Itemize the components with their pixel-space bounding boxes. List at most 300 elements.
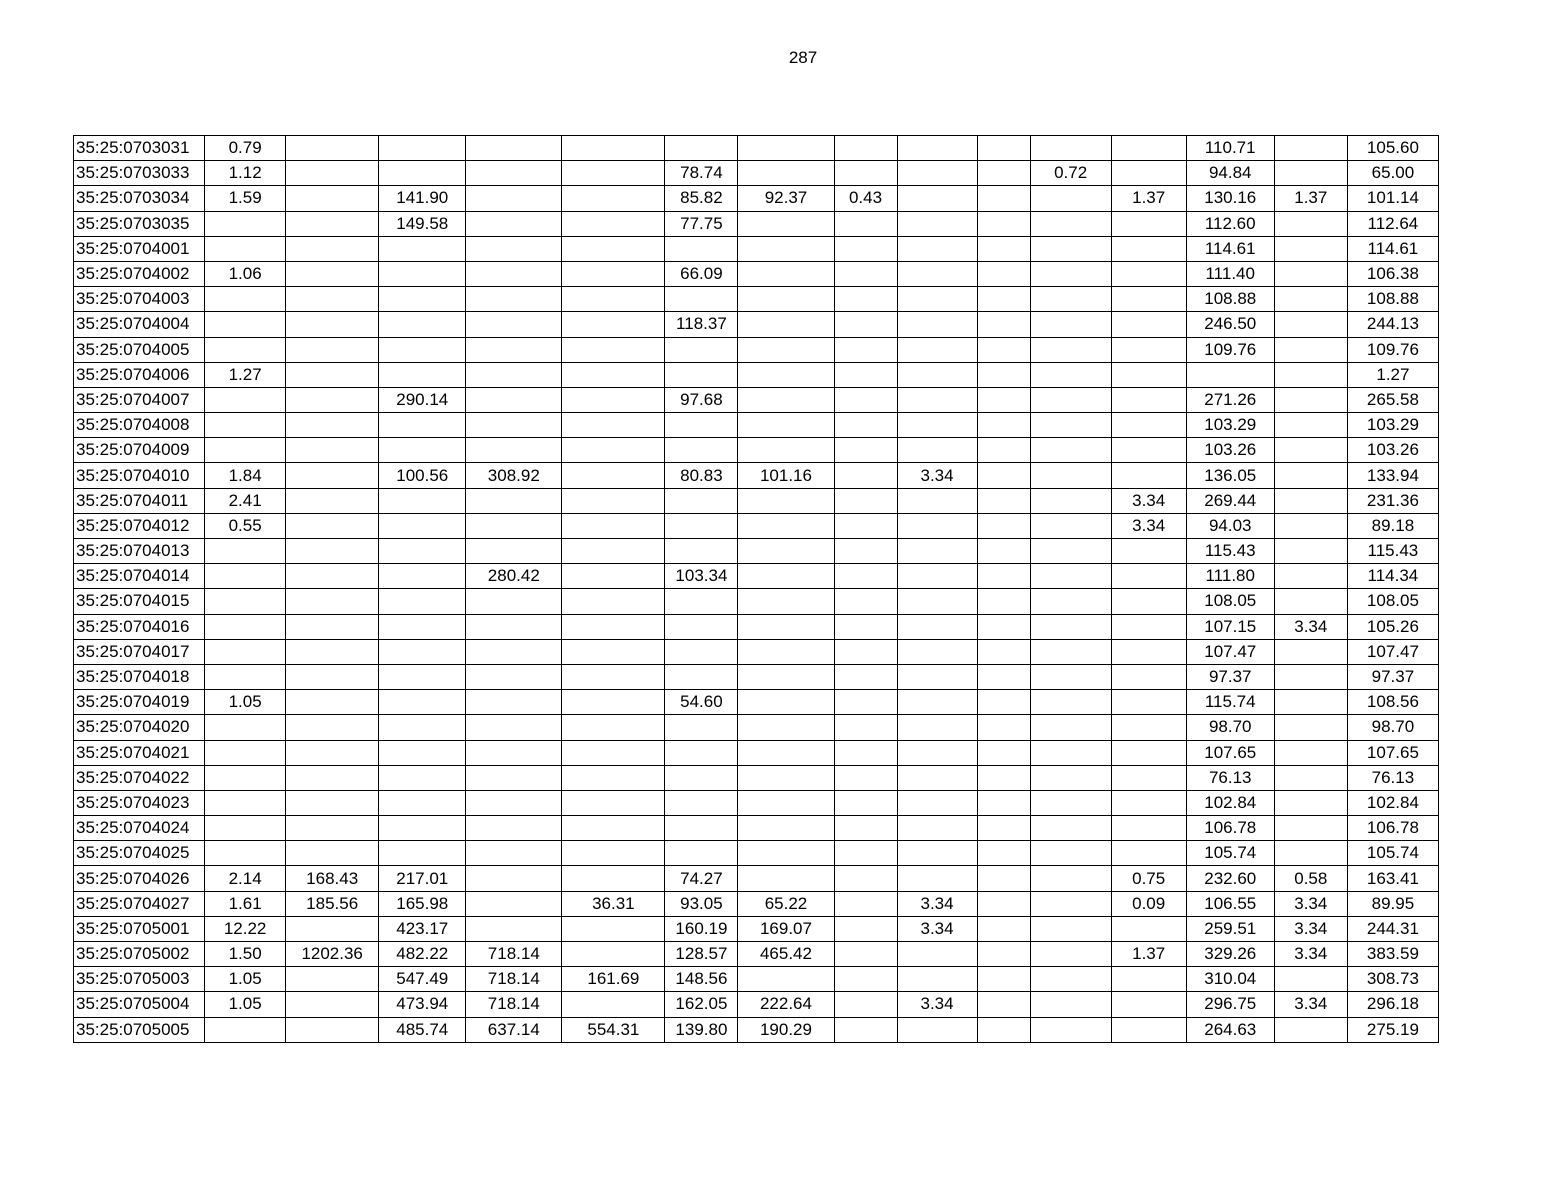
table-cell: 482.22: [379, 942, 466, 967]
table-cell: [1274, 790, 1347, 815]
table-cell: [1111, 841, 1186, 866]
table-cell: [665, 790, 738, 815]
table-cell: [286, 211, 379, 236]
table-cell: [977, 387, 1030, 412]
table-cell: 165.98: [379, 891, 466, 916]
cadastral-number-cell: 35:25:0704013: [74, 539, 205, 564]
table-cell: [379, 236, 466, 261]
table-cell: 80.83: [665, 463, 738, 488]
table-cell: [466, 413, 562, 438]
table-cell: [834, 1017, 897, 1042]
table-cell: [562, 513, 665, 538]
table-cell: [834, 866, 897, 891]
table-cell: 107.15: [1186, 614, 1274, 639]
table-cell: [897, 261, 977, 286]
table-cell: [977, 639, 1030, 664]
table-cell: [1274, 413, 1347, 438]
table-cell: [562, 136, 665, 161]
table-row: [74, 866, 1439, 891]
table-cell: 114.61: [1186, 236, 1274, 261]
table-cell: [738, 211, 834, 236]
table-cell: [205, 841, 286, 866]
table-cell: 109.76: [1186, 337, 1274, 362]
table-cell: [1274, 236, 1347, 261]
table-cell: [834, 261, 897, 286]
cadastral-number-cell: 35:25:0705001: [74, 916, 205, 941]
table-cell: [738, 261, 834, 286]
table-cell: [897, 866, 977, 891]
table-cell: [286, 1017, 379, 1042]
table-cell: 118.37: [665, 312, 738, 337]
table-cell: [205, 287, 286, 312]
table-cell: [738, 690, 834, 715]
table-cell: [562, 816, 665, 841]
table-cell: [1274, 463, 1347, 488]
table-row: [74, 841, 1439, 866]
table-body: [74, 136, 1439, 1043]
table-cell: [1030, 740, 1111, 765]
table-cell: [562, 841, 665, 866]
table-row: [74, 564, 1439, 589]
table-cell: 94.84: [1186, 161, 1274, 186]
table-cell: [379, 438, 466, 463]
table-cell: [665, 513, 738, 538]
table-row: [74, 463, 1439, 488]
table-cell: [1111, 463, 1186, 488]
table-cell: [466, 816, 562, 841]
table-cell: 103.29: [1186, 413, 1274, 438]
table-cell: [897, 413, 977, 438]
table-cell: 100.56: [379, 463, 466, 488]
table-cell: [562, 463, 665, 488]
table-cell: [977, 136, 1030, 161]
table-cell: [286, 488, 379, 513]
table-cell: [1111, 236, 1186, 261]
table-cell: [738, 639, 834, 664]
table-cell: 244.13: [1347, 312, 1438, 337]
table-cell: [286, 790, 379, 815]
table-cell: [897, 186, 977, 211]
table-cell: [977, 287, 1030, 312]
table-cell: 271.26: [1186, 387, 1274, 412]
cadastral-number-cell: 35:25:0704002: [74, 261, 205, 286]
table-cell: [1030, 639, 1111, 664]
cadastral-number-cell: 35:25:0704011: [74, 488, 205, 513]
table-cell: [834, 362, 897, 387]
table-cell: [205, 664, 286, 689]
table-cell: 0.79: [205, 136, 286, 161]
table-cell: [665, 287, 738, 312]
table-cell: [466, 539, 562, 564]
table-cell: 244.31: [1347, 916, 1438, 941]
table-cell: [379, 639, 466, 664]
table-cell: 465.42: [738, 942, 834, 967]
cadastral-number-cell: 35:25:0704027: [74, 891, 205, 916]
table-cell: [977, 816, 1030, 841]
table-cell: 3.34: [1274, 992, 1347, 1017]
table-cell: [562, 161, 665, 186]
table-cell: [977, 589, 1030, 614]
table-cell: [1030, 387, 1111, 412]
table-cell: [738, 967, 834, 992]
table-cell: [834, 438, 897, 463]
table-cell: [562, 664, 665, 689]
table-cell: 110.71: [1186, 136, 1274, 161]
table-cell: [562, 690, 665, 715]
table-cell: [1030, 236, 1111, 261]
table-cell: [466, 513, 562, 538]
table-cell: [1274, 438, 1347, 463]
table-cell: 310.04: [1186, 967, 1274, 992]
table-cell: [1030, 337, 1111, 362]
table-cell: [665, 362, 738, 387]
table-cell: 1.05: [205, 967, 286, 992]
table-cell: [286, 841, 379, 866]
table-cell: [1111, 312, 1186, 337]
table-cell: [562, 387, 665, 412]
table-row: [74, 664, 1439, 689]
table-cell: [562, 362, 665, 387]
table-cell: [1111, 136, 1186, 161]
table-cell: [562, 916, 665, 941]
table-cell: [286, 967, 379, 992]
table-cell: 114.34: [1347, 564, 1438, 589]
table-cell: [897, 967, 977, 992]
table-cell: [379, 513, 466, 538]
table-cell: [1274, 564, 1347, 589]
table-cell: [205, 614, 286, 639]
table-cell: [562, 488, 665, 513]
table-cell: [665, 614, 738, 639]
table-cell: 161.69: [562, 967, 665, 992]
table-cell: 102.84: [1186, 790, 1274, 815]
table-cell: [286, 337, 379, 362]
table-cell: [977, 765, 1030, 790]
table-row: [74, 287, 1439, 312]
table-cell: [562, 438, 665, 463]
table-cell: [466, 136, 562, 161]
table-cell: 108.05: [1347, 589, 1438, 614]
table-cell: [834, 287, 897, 312]
table-cell: [738, 387, 834, 412]
table-cell: [977, 539, 1030, 564]
table-cell: [1030, 186, 1111, 211]
table-cell: [897, 539, 977, 564]
table-cell: [1030, 916, 1111, 941]
table-cell: [1030, 690, 1111, 715]
table-cell: 97.37: [1186, 664, 1274, 689]
table-row: [74, 337, 1439, 362]
table-cell: [977, 916, 1030, 941]
table-cell: [665, 488, 738, 513]
table-cell: [834, 639, 897, 664]
table-cell: 77.75: [665, 211, 738, 236]
table-cell: [897, 765, 977, 790]
table-cell: [665, 136, 738, 161]
table-cell: 308.73: [1347, 967, 1438, 992]
table-cell: [897, 236, 977, 261]
table-cell: 1.27: [205, 362, 286, 387]
table-cell: [466, 312, 562, 337]
table-cell: [738, 866, 834, 891]
table-cell: [738, 161, 834, 186]
table-cell: [466, 664, 562, 689]
table-cell: 74.27: [665, 866, 738, 891]
cadastral-number-cell: 35:25:0704016: [74, 614, 205, 639]
table-cell: [379, 161, 466, 186]
table-cell: 280.42: [466, 564, 562, 589]
table-cell: [665, 664, 738, 689]
table-cell: 1.05: [205, 690, 286, 715]
table-cell: 163.41: [1347, 866, 1438, 891]
table-cell: 115.43: [1186, 539, 1274, 564]
table-cell: [1111, 715, 1186, 740]
table-cell: [1030, 942, 1111, 967]
table-cell: 111.80: [1186, 564, 1274, 589]
table-cell: 168.43: [286, 866, 379, 891]
table-cell: [897, 790, 977, 815]
table-cell: 0.72: [1030, 161, 1111, 186]
table-cell: 718.14: [466, 967, 562, 992]
table-cell: [977, 841, 1030, 866]
cadastral-number-cell: 35:25:0704017: [74, 639, 205, 664]
table-cell: [379, 841, 466, 866]
table-cell: [1111, 740, 1186, 765]
table-cell: [1111, 916, 1186, 941]
table-cell: [1274, 841, 1347, 866]
table-cell: [1030, 589, 1111, 614]
table-cell: 105.26: [1347, 614, 1438, 639]
table-cell: [1030, 136, 1111, 161]
cadastral-number-cell: 35:25:0704010: [74, 463, 205, 488]
table-cell: [1030, 816, 1111, 841]
table-cell: 296.18: [1347, 992, 1438, 1017]
table-cell: 92.37: [738, 186, 834, 211]
table-cell: [379, 488, 466, 513]
cadastral-number-cell: 35:25:0704006: [74, 362, 205, 387]
cadastral-number-cell: 35:25:0704014: [74, 564, 205, 589]
table-cell: [1274, 161, 1347, 186]
table-cell: [379, 413, 466, 438]
table-cell: [466, 841, 562, 866]
table-cell: 3.34: [897, 916, 977, 941]
table-cell: [466, 236, 562, 261]
cadastral-number-cell: 35:25:0704025: [74, 841, 205, 866]
table-cell: [977, 664, 1030, 689]
table-cell: 1.37: [1274, 186, 1347, 211]
table-cell: [466, 589, 562, 614]
table-cell: [379, 136, 466, 161]
table-cell: 1.61: [205, 891, 286, 916]
table-cell: [738, 664, 834, 689]
table-cell: 66.09: [665, 261, 738, 286]
table-row: [74, 161, 1439, 186]
table-cell: [466, 916, 562, 941]
table-cell: [665, 236, 738, 261]
cadastral-number-cell: 35:25:0705002: [74, 942, 205, 967]
table-cell: [379, 690, 466, 715]
table-cell: [897, 816, 977, 841]
table-cell: 111.40: [1186, 261, 1274, 286]
table-cell: [1274, 387, 1347, 412]
table-row: [74, 362, 1439, 387]
table-cell: 133.94: [1347, 463, 1438, 488]
table-cell: [466, 337, 562, 362]
table-cell: [562, 337, 665, 362]
table-cell: 85.82: [665, 186, 738, 211]
table-cell: [562, 312, 665, 337]
table-cell: [665, 337, 738, 362]
table-cell: [738, 337, 834, 362]
table-cell: [1030, 992, 1111, 1017]
table-cell: [286, 639, 379, 664]
table-cell: 547.49: [379, 967, 466, 992]
table-cell: [562, 564, 665, 589]
table-cell: [834, 488, 897, 513]
table-cell: [466, 891, 562, 916]
table-row: [74, 413, 1439, 438]
table-cell: [379, 337, 466, 362]
table-cell: 115.74: [1186, 690, 1274, 715]
table-cell: 107.65: [1347, 740, 1438, 765]
table-cell: [379, 539, 466, 564]
table-cell: [1111, 413, 1186, 438]
table-cell: [466, 690, 562, 715]
table-cell: 149.58: [379, 211, 466, 236]
table-cell: 0.43: [834, 186, 897, 211]
table-cell: [286, 136, 379, 161]
table-cell: 76.13: [1186, 765, 1274, 790]
table-cell: [466, 211, 562, 236]
table-row: [74, 186, 1439, 211]
table-cell: 65.00: [1347, 161, 1438, 186]
table-row: [74, 942, 1439, 967]
table-cell: [286, 765, 379, 790]
table-cell: 329.26: [1186, 942, 1274, 967]
table-cell: 3.34: [1274, 891, 1347, 916]
table-cell: 217.01: [379, 866, 466, 891]
table-row: [74, 236, 1439, 261]
table-cell: 3.34: [1111, 513, 1186, 538]
table-cell: [897, 312, 977, 337]
table-cell: [562, 715, 665, 740]
cadastral-number-cell: 35:25:0704026: [74, 866, 205, 891]
table-cell: 718.14: [466, 992, 562, 1017]
table-cell: [834, 387, 897, 412]
table-cell: [834, 413, 897, 438]
table-cell: [834, 765, 897, 790]
table-cell: 76.13: [1347, 765, 1438, 790]
table-cell: [205, 589, 286, 614]
cadastral-number-cell: 35:25:0704018: [74, 664, 205, 689]
table-cell: [1030, 614, 1111, 639]
table-cell: [738, 765, 834, 790]
table-cell: [665, 740, 738, 765]
table-cell: 383.59: [1347, 942, 1438, 967]
table-cell: [379, 287, 466, 312]
table-cell: 103.26: [1347, 438, 1438, 463]
table-cell: [205, 236, 286, 261]
cadastral-number-cell: 35:25:0705003: [74, 967, 205, 992]
table-cell: [1030, 362, 1111, 387]
table-cell: [466, 261, 562, 286]
table-cell: 162.05: [665, 992, 738, 1017]
table-cell: [834, 740, 897, 765]
table-cell: [1030, 539, 1111, 564]
table-row: [74, 614, 1439, 639]
table-cell: 1.12: [205, 161, 286, 186]
table-cell: [1274, 312, 1347, 337]
table-row: [74, 891, 1439, 916]
table-cell: 112.60: [1186, 211, 1274, 236]
table-cell: [738, 287, 834, 312]
table-cell: [834, 790, 897, 815]
table-cell: [1030, 211, 1111, 236]
cadastral-number-cell: 35:25:0704003: [74, 287, 205, 312]
table-cell: [977, 161, 1030, 186]
table-cell: [286, 312, 379, 337]
table-cell: [738, 816, 834, 841]
cadastral-number-cell: 35:25:0704015: [74, 589, 205, 614]
table-cell: [466, 715, 562, 740]
table-cell: [1030, 261, 1111, 286]
table-cell: [286, 387, 379, 412]
table-cell: 275.19: [1347, 1017, 1438, 1042]
cadastral-number-cell: 35:25:0704005: [74, 337, 205, 362]
table-cell: 423.17: [379, 916, 466, 941]
cadastral-number-cell: 35:25:0704021: [74, 740, 205, 765]
table-cell: 308.92: [466, 463, 562, 488]
table-cell: [1111, 261, 1186, 286]
table-cell: 2.41: [205, 488, 286, 513]
cadastral-number-cell: 35:25:0703035: [74, 211, 205, 236]
table-cell: [1111, 362, 1186, 387]
table-cell: [738, 513, 834, 538]
table-cell: [897, 715, 977, 740]
table-cell: [834, 337, 897, 362]
page-number: 287: [788, 48, 818, 67]
table-cell: [286, 715, 379, 740]
table-cell: [897, 841, 977, 866]
table-cell: [1111, 765, 1186, 790]
table-cell: 65.22: [738, 891, 834, 916]
table-cell: [665, 589, 738, 614]
table-cell: 107.47: [1186, 639, 1274, 664]
table-cell: [286, 740, 379, 765]
table-cell: 101.14: [1347, 186, 1438, 211]
table-cell: [897, 161, 977, 186]
table-cell: [1030, 664, 1111, 689]
table-cell: 136.05: [1186, 463, 1274, 488]
table-cell: [897, 614, 977, 639]
table-cell: [834, 589, 897, 614]
table-cell: [1111, 967, 1186, 992]
table-cell: [977, 891, 1030, 916]
table-cell: [205, 1017, 286, 1042]
table-cell: [562, 261, 665, 286]
table-cell: [834, 715, 897, 740]
table-row: [74, 387, 1439, 412]
cadastral-number-cell: 35:25:0704022: [74, 765, 205, 790]
table-cell: [379, 715, 466, 740]
table-cell: 109.76: [1347, 337, 1438, 362]
table-cell: [1111, 992, 1186, 1017]
table-cell: [466, 639, 562, 664]
table-cell: [562, 866, 665, 891]
table-cell: 1202.36: [286, 942, 379, 967]
table-cell: [379, 614, 466, 639]
table-cell: [1274, 211, 1347, 236]
